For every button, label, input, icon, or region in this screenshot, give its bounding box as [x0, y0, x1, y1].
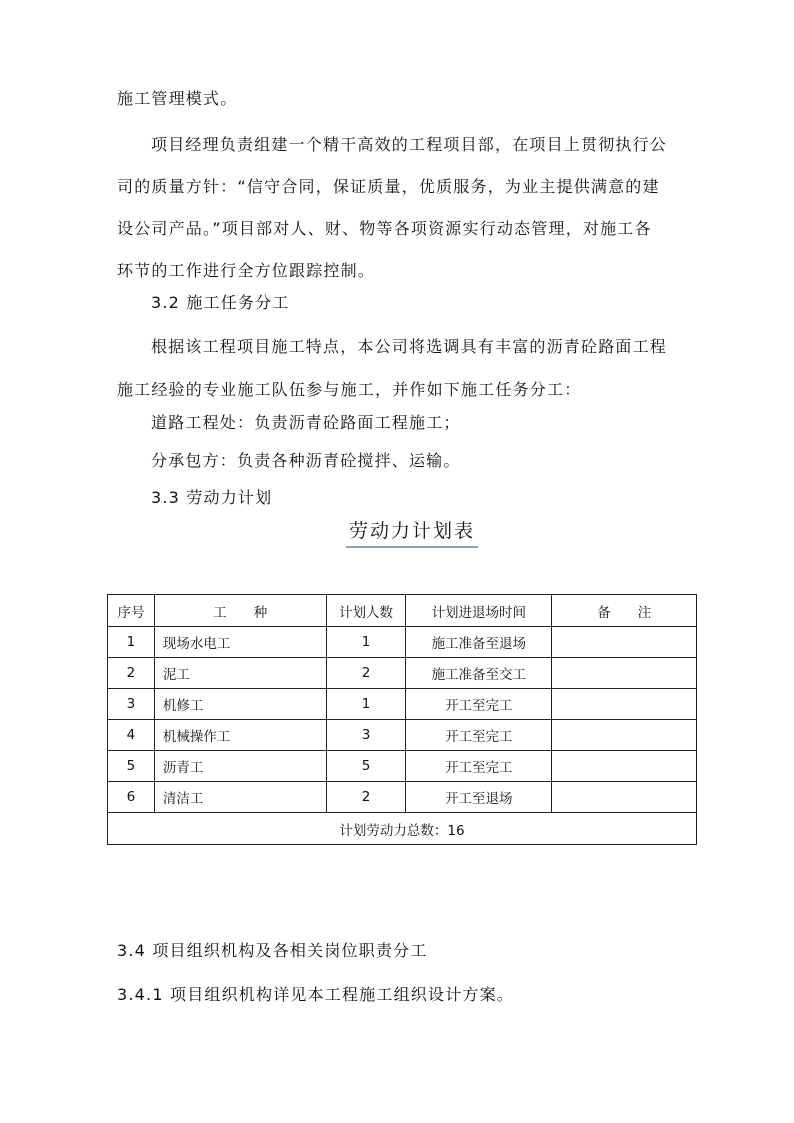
- header-cell: 计划人数: [326, 595, 406, 627]
- cell-count: 1: [326, 627, 406, 658]
- header-cell: 工 种: [154, 595, 326, 627]
- table-row: [108, 658, 697, 689]
- cell-index: 1: [108, 627, 155, 658]
- cell-trade: 现场水电工: [154, 627, 326, 658]
- cell-period: 开工至完工: [406, 720, 552, 751]
- header-cell: 序号: [108, 595, 155, 627]
- cell-period: 开工至退场: [406, 782, 552, 813]
- task-item: 道路工程处：负责沥青砼路面工程施工；: [151, 413, 461, 432]
- cell-index: 2: [108, 658, 155, 689]
- section-heading-3-3: 3.3 劳动力计划: [151, 488, 273, 507]
- cell-trade: 沥青工: [154, 751, 326, 782]
- cell-index: 4: [108, 720, 155, 751]
- cell-remark: [552, 751, 697, 782]
- task-item: 分承包方：负责各种沥青砼搅拌、运输。: [151, 451, 461, 470]
- table-total-row: [108, 813, 697, 845]
- cell-remark: [552, 720, 697, 751]
- cell-period: 开工至完工: [406, 689, 552, 720]
- cell-count: 2: [326, 658, 406, 689]
- table-row: [108, 782, 697, 813]
- cell-remark: [552, 627, 697, 658]
- cell-remark: [552, 689, 697, 720]
- cell-trade: 机修工: [154, 689, 326, 720]
- cell-count: 5: [326, 751, 406, 782]
- cell-count: 1: [326, 689, 406, 720]
- cell-count: 3: [326, 720, 406, 751]
- table-title: 劳动力计划表: [346, 519, 478, 548]
- table-row: [108, 689, 697, 720]
- header-cell: 备 注: [552, 595, 697, 627]
- cell-period: 开工至完工: [406, 751, 552, 782]
- paragraph-line: 项目经理负责组建一个精干高效的工程项目部，在项目上贯彻执行公: [151, 135, 668, 154]
- table-header-row: [108, 595, 697, 627]
- section-heading-3-4: 3.4 项目组织机构及各相关岗位职责分工: [117, 941, 428, 960]
- section-heading-3-4-1: 3.4.1 项目组织机构详见本工程施工组织设计方案。: [117, 985, 514, 1004]
- paragraph-line: 根据该工程项目施工特点，本公司将选调具有丰富的沥青砼路面工程: [151, 337, 668, 356]
- table-row: [108, 751, 697, 782]
- cell-index: 5: [108, 751, 155, 782]
- table-row: [108, 720, 697, 751]
- cell-period: 施工准备至退场: [406, 627, 552, 658]
- cell-remark: [552, 782, 697, 813]
- paragraph-line: 设公司产品。”项目部对人、财、物等各项资源实行动态管理，对施工各: [117, 219, 652, 238]
- cell-count: 2: [326, 782, 406, 813]
- cell-trade: 泥工: [154, 658, 326, 689]
- cell-trade: 清洁工: [154, 782, 326, 813]
- section-heading-3-2: 3.2 施工任务分工: [151, 293, 290, 312]
- paragraph-end: 施工管理模式。: [117, 89, 238, 108]
- header-cell: 计划进退场时间: [406, 595, 552, 627]
- cell-index: 3: [108, 689, 155, 720]
- cell-period: 施工准备至交工: [406, 658, 552, 689]
- cell-index: 6: [108, 782, 155, 813]
- labor-plan-table: [107, 594, 697, 845]
- table-row: [108, 627, 697, 658]
- paragraph-line: 环节的工作进行全方位跟踪控制。: [117, 261, 376, 280]
- paragraph-line: 施工经验的专业施工队伍参与施工，并作如下施工任务分工：: [117, 380, 582, 399]
- cell-trade: 机械操作工: [154, 720, 326, 751]
- paragraph-line: 司的质量方针：“信守合同，保证质量，优质服务，为业主提供满意的建: [117, 177, 660, 196]
- total-cell: 计划劳动力总数：16: [108, 813, 697, 845]
- cell-remark: [552, 658, 697, 689]
